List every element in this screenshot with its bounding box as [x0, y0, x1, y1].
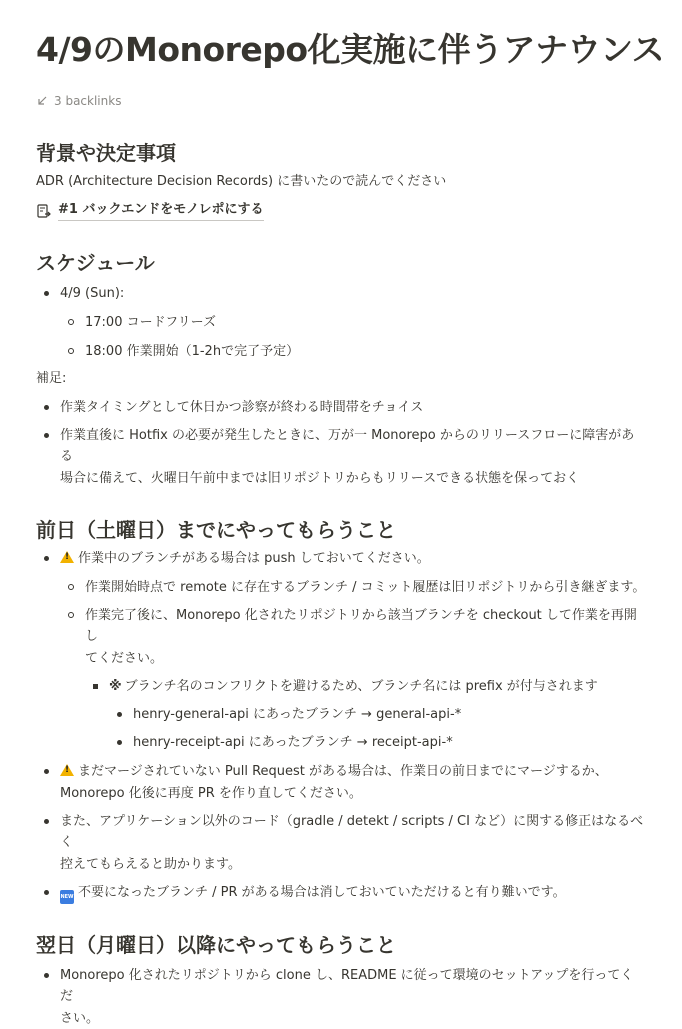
list-item [36, 732, 646, 753]
schedule-date: 4/9 (Sun): [60, 286, 125, 301]
new-icon: NEW [60, 890, 74, 904]
list-item [36, 882, 646, 904]
heading-before: 前日（土曜日）までにやってもらうこと [36, 518, 396, 542]
warning-icon [60, 764, 74, 776]
before-item-line: また、アプリケーション以外のコード（gradle / detekt / scripts / CI など）に関する修正はなるべく [60, 814, 644, 850]
after-item-line: さい。 [60, 1011, 100, 1026]
schedule-note-label: 補足: [36, 371, 67, 386]
page-link-icon [36, 203, 52, 219]
heading-background: 背景や決定事項 [36, 141, 176, 165]
section-after [36, 931, 646, 1029]
after-item-line: Monorepo 化されたリポジトリから clone し、README に従って環境のセットアップを行ってくだ [60, 968, 634, 1004]
background-text: ADR (Architecture Decision Records) に書いたので読んでください [36, 174, 447, 189]
list-item [36, 676, 646, 697]
before-sub3: ブランチ名のコンフリクトを避けるため、ブランチ名には prefix が付与されます [124, 679, 598, 694]
section-schedule [36, 249, 646, 489]
page-title: 4/9のMonorepo化実施に伴うアナウンス [36, 30, 665, 69]
list-item [36, 704, 646, 725]
heading-schedule: スケジュール [36, 251, 155, 275]
list-item [36, 577, 646, 598]
before-sub-line: てください。 [85, 651, 164, 666]
section-before [36, 516, 646, 904]
list-item [36, 312, 646, 333]
before-item: 不要になったブランチ / PR がある場合は消しておいていただけると有り難いです。 [78, 885, 566, 900]
before-item-line: Monorepo 化後に再度 PR を作り直してください。 [60, 786, 362, 801]
before-sub-line: 作業完了後に、Monorepo 化されたリポジトリから該当ブランチを checkout して作業を再開し [85, 608, 637, 644]
list-item [36, 283, 646, 304]
adr-page-link-label[interactable]: #1 バックエンドをモノレポにする [58, 200, 264, 221]
heading-after: 翌日（月曜日）以降にやってもらうこと [36, 933, 396, 957]
backlinks[interactable] [36, 92, 646, 110]
list-item [36, 397, 646, 418]
schedule-note-line: 作業直後に Hotfix の必要が発生したときに、万が一 Monorepo からのリリースフローに障害がある [60, 428, 635, 464]
schedule-note-line: 場合に備えて、火曜日午前中までは旧リポジトリからもリリースできる状態を保っておく [60, 471, 580, 486]
arrow-down-left-icon [36, 95, 48, 107]
list-item [36, 811, 646, 875]
backlinks-label[interactable]: 3 backlinks [54, 94, 122, 108]
before-sub: 作業開始時点で remote に存在するブランチ / コミット履歴は旧リポジトリから引き継ぎます。 [85, 580, 646, 595]
list-item [36, 761, 646, 804]
schedule-note: 作業タイミングとして休日かつ診察が終わる時間帯をチョイス [60, 400, 424, 415]
adr-page-link[interactable] [36, 200, 646, 221]
before-item: 作業中のブランチがある場合は push しておいてください。 [78, 551, 430, 566]
note-mark: ※ [109, 679, 122, 694]
list-item [36, 605, 646, 669]
section-background [36, 139, 646, 221]
warning-icon [60, 551, 74, 563]
before-item-line: 控えてもらえると助かります。 [60, 857, 241, 872]
list-item [36, 425, 646, 489]
schedule-item: 18:00 作業開始（1-2hで完了予定） [85, 344, 300, 359]
branch-mapping: henry-general-api にあったブランチ → general-api-* [133, 707, 462, 722]
list-item [36, 341, 646, 362]
before-item-line: まだマージされていない Pull Request がある場合は、作業日の前日までにマージするか、 [78, 764, 608, 779]
list-item [36, 548, 646, 569]
list-item [36, 965, 646, 1029]
schedule-item: 17:00 コードフリーズ [85, 315, 217, 330]
branch-mapping: henry-receipt-api にあったブランチ → receipt-api-* [133, 735, 453, 750]
